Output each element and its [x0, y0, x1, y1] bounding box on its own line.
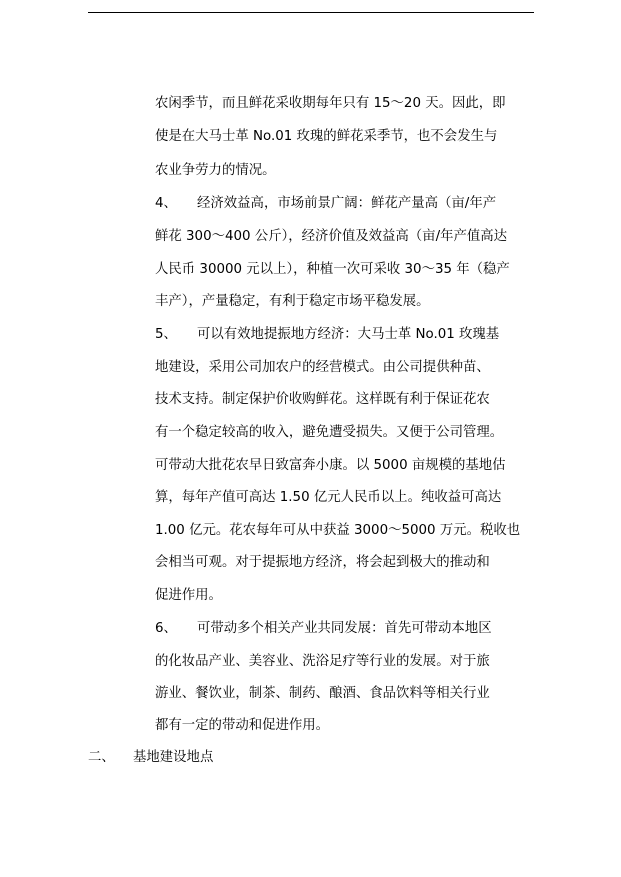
text-line: 鲜花 300～400 公斤），经济价值及效益高（亩/年产值高达 — [155, 229, 508, 244]
text-line: 可带动多个相关产业共同发展：首先可带动本地区 — [197, 621, 492, 636]
list-number: 4、 — [155, 196, 177, 211]
text-line: 经济效益高，市场前景广阔：鲜花产量高（亩/年产 — [197, 196, 497, 211]
text-line: 1.00 亿元。花农每年可从中获益 3000～5000 万元。税收也 — [155, 523, 521, 538]
text-line: 可以有效地提振地方经济：大马士革 No.01 玫瑰基 — [197, 327, 500, 342]
text-line: 可带动大批花农早日致富奔小康。以 5000 亩规模的基地估 — [155, 458, 506, 473]
section-title: 基地建设地点 — [133, 750, 214, 765]
text-line: 丰产），产量稳定，有利于稳定市场平稳发展。 — [155, 294, 430, 309]
header-rule — [88, 12, 534, 13]
text-line: 的化妆品产业、美容业、洗浴足疗等行业的发展。对于旅 — [155, 654, 490, 669]
text-line: 都有一定的带动和促进作用。 — [155, 718, 330, 733]
text-line: 有一个稳定较高的收入，避免遭受损失。又便于公司管理。 — [155, 425, 504, 440]
list-number: 6、 — [155, 621, 177, 636]
section-number: 二、 — [88, 750, 115, 765]
text-line: 地建设，采用公司加农户的经营模式。由公司提供种苗、 — [155, 360, 490, 375]
text-line: 算，每年产值可高达 1.50 亿元人民币以上。纯收益可高达 — [155, 490, 502, 505]
text-line: 人民币 30000 元以上），种植一次可采收 30～35 年（稳产 — [155, 262, 510, 277]
text-line: 农闲季节，而且鲜花采收期每年只有 15～20 天。因此，即 — [155, 96, 506, 111]
text-line: 使是在大马士革 No.01 玫瑰的鲜花采季节，也不会发生与 — [155, 129, 498, 144]
text-line: 游业、餐饮业，制茶、制药、酿酒、食品饮料等相关行业 — [155, 686, 490, 701]
list-number: 5、 — [155, 327, 177, 342]
text-line: 促进作用。 — [155, 588, 222, 603]
text-line: 会相当可观。对于提振地方经济，将会起到极大的推动和 — [155, 555, 490, 570]
text-line: 农业争劳力的情况。 — [155, 163, 276, 178]
text-line: 技术支持。制定保护价收购鲜花。这样既有利于保证花农 — [155, 392, 490, 407]
